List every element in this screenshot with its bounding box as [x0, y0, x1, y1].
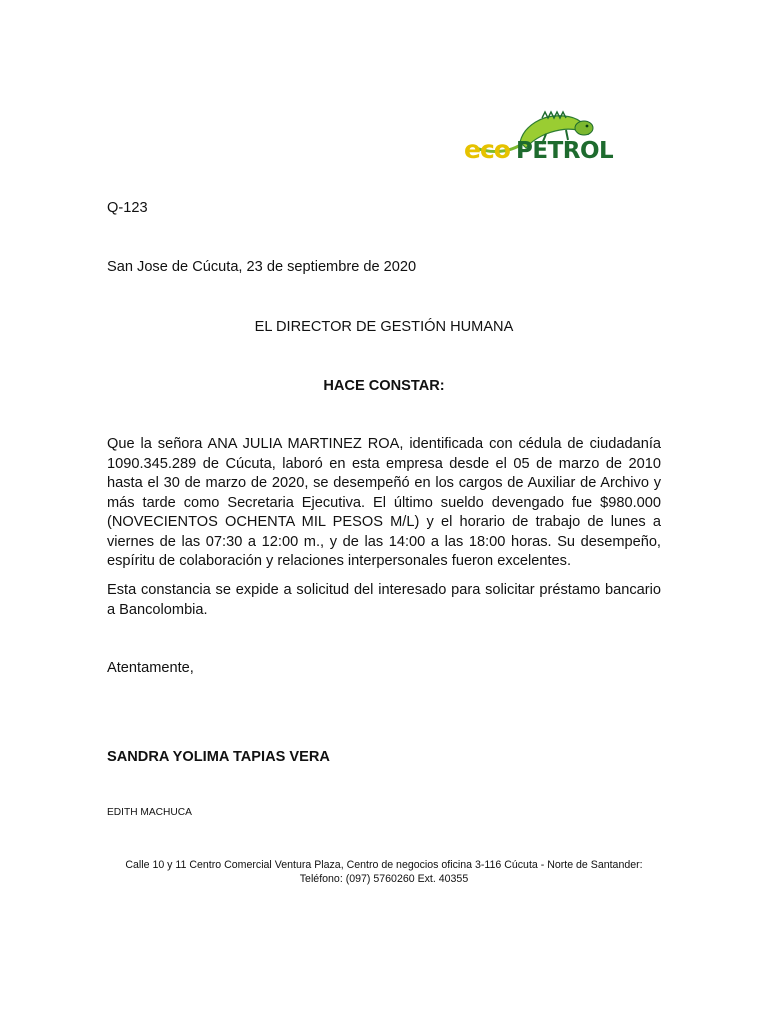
letter-heading: HACE CONSTAR:	[323, 378, 445, 394]
svg-text:eco: eco	[464, 135, 510, 164]
body-paragraph-2: Esta constancia se expide a solicitud del interesado para solicitar préstamo bancario a Bancolombia.	[107, 582, 661, 618]
footer-phone: Teléfono: (097) 5760260 Ext. 40355	[299, 873, 469, 885]
secondary-name: EDITH MACHUCA	[107, 807, 192, 818]
addressee-title: EL DIRECTOR DE GESTIÓN HUMANA	[254, 319, 514, 335]
signer-name: SANDRA YOLIMA TAPIAS VERA	[107, 749, 330, 765]
document-reference: Q-123	[107, 200, 148, 216]
ecopetrol-iguana-logo-icon	[462, 104, 652, 170]
footer-address: Calle 10 y 11 Centro Comercial Ventura Plaza, Centro de negocios oficina 3-116 Cúcuta - Norte de Santander:	[125, 859, 643, 871]
body-paragraph-1: Que la señora ANA JULIA MARTINEZ ROA, identificada con cédula de ciudadanía 1090.345.289 de Cúcuta, laboró en esta empresa desde el 05 de marzo de 2010 hasta el 30 de marzo de 2020, se desempeñó en los cargos de Auxiliar de Archivo y más tarde como Secretaria Ejecutiva. El último sueldo devengado fue $980.000 (NOVECIENTOS OCHENTA MIL PESOS M/L) y el horario de trabajo de lunes a viernes de las 07:30 a 12:00 m., y de las 14:00 a las 18:00 horas. Su desempeño, espíritu de colaboración y relaciones interpersonales fueron excelentes.	[107, 436, 661, 569]
place-and-date: San Jose de Cúcuta, 23 de septiembre de 2020	[107, 259, 417, 275]
footer	[80, 858, 688, 886]
company-logo	[462, 104, 652, 170]
closing-salutation: Atentamente,	[107, 660, 194, 676]
svg-text:PETROL: PETROL	[516, 138, 614, 164]
